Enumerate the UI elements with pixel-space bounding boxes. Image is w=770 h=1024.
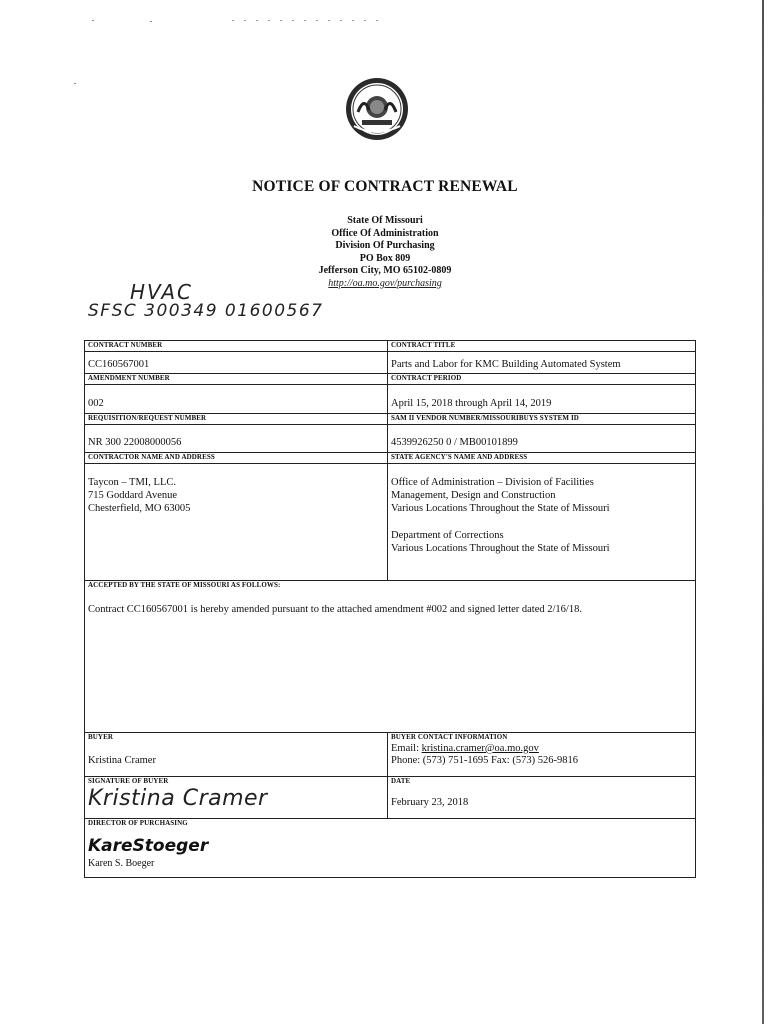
scan-speck	[74, 83, 76, 84]
form-row	[85, 581, 695, 733]
contractor-line: Chesterfield, MO 63005	[88, 503, 191, 514]
amendment-number-value: 002	[88, 398, 104, 409]
website-link[interactable]: http://oa.mo.gov/purchasing	[328, 277, 442, 289]
address-line: PO Box 809	[359, 252, 411, 264]
field-label: CONTRACT TITLE	[388, 341, 695, 352]
form-row	[85, 819, 695, 877]
date-value: February 23, 2018	[391, 797, 469, 808]
buyer-signature-cell	[85, 777, 388, 818]
address-line: Office Of Administration	[331, 227, 439, 239]
contract-title-value: Parts and Labor for KMC Building Automated System	[391, 359, 621, 370]
contractor-address	[88, 464, 384, 515]
scan-edge	[762, 0, 764, 1024]
field-label: AMENDMENT NUMBER	[85, 374, 387, 385]
buyer-contact-cell	[388, 733, 695, 776]
address-line: State Of Missouri	[347, 215, 423, 226]
buyer-name: Kristina Cramer	[88, 755, 156, 766]
requisition-cell	[85, 414, 388, 452]
handwritten-note-hvac: HVAC	[130, 280, 194, 304]
form-row	[85, 453, 695, 581]
amendment-number-cell	[85, 374, 388, 413]
contract-period-value: April 15, 2018 through April 14, 2019	[391, 398, 552, 409]
field-label: ACCEPTED BY THE STATE OF MISSOURI AS FOLLOWS:	[88, 581, 281, 589]
contract-form	[84, 340, 696, 878]
form-row	[85, 777, 695, 819]
field-label: SAM II VENDOR NUMBER/MISSOURIBUYS SYSTEM ID	[388, 414, 695, 425]
buyer-email-link[interactable]: kristina.cramer@oa.mo.gov	[421, 743, 539, 754]
field-label: CONTRACT PERIOD	[388, 374, 695, 385]
form-row	[85, 733, 695, 777]
buyer-phone: Phone: (573) 751-1695 Fax: (573) 526-9816	[391, 755, 578, 766]
agency-line: Office of Administration – Division of Facilities	[391, 477, 594, 488]
director-cell	[85, 819, 695, 877]
agency-line: Various Locations Throughout the State of Missouri	[391, 503, 610, 514]
accepted-text: Contract CC160567001 is hereby amended pursuant to the attached amendment #002 and signed letter dated 2/16/18.	[88, 604, 582, 615]
address-line: Jefferson City, MO 65102-0809	[318, 265, 452, 276]
contract-title-cell	[388, 341, 695, 373]
buyer-cell	[85, 733, 388, 776]
director-signature: KareStoeger	[88, 836, 209, 856]
requisition-value: NR 300 22008000056	[88, 437, 182, 448]
agency-line: Management, Design and Construction	[391, 490, 556, 501]
contractor-cell	[85, 453, 388, 580]
agency-address-2	[391, 515, 692, 555]
agency-cell	[388, 453, 695, 580]
form-row	[85, 374, 695, 414]
field-label: CONTRACT NUMBER	[85, 341, 387, 352]
contract-number-cell	[85, 341, 388, 373]
field-label: BUYER CONTACT INFORMATION	[391, 733, 508, 741]
field-label: CONTRACTOR NAME AND ADDRESS	[85, 453, 387, 464]
address-line: Division Of Purchasing	[335, 240, 435, 251]
issuer-address	[0, 215, 770, 290]
contractor-line: 715 Goddard Avenue	[88, 490, 178, 501]
field-label: STATE AGENCY'S NAME AND ADDRESS	[388, 453, 695, 464]
field-label: BUYER	[88, 733, 114, 741]
scan-speck	[232, 20, 382, 21]
document-title: NOTICE OF CONTRACT RENEWAL	[252, 178, 518, 195]
contractor-line: Taycon – TMI, LLC.	[88, 477, 177, 488]
agency-line: Department of Corrections	[391, 530, 504, 541]
agency-line: Various Locations Throughout the State of Missouri	[391, 543, 610, 554]
scan-speck	[150, 21, 152, 22]
email-label: Email:	[391, 743, 419, 754]
contract-period-cell	[388, 374, 695, 413]
contract-number-value: CC160567001	[88, 359, 150, 370]
field-label: REQUISITION/REQUEST NUMBER	[85, 414, 387, 425]
vendor-number-cell	[388, 414, 695, 452]
form-row	[85, 341, 695, 374]
accepted-cell	[85, 581, 695, 732]
field-label: SIGNATURE OF BUYER	[88, 777, 169, 785]
vendor-number-value: 4539926250 0 / MB00101899	[391, 437, 518, 448]
buyer-contact	[391, 743, 692, 767]
field-label: DIRECTOR OF PURCHASING	[88, 819, 188, 827]
state-seal-icon	[344, 76, 410, 142]
director-name: Karen S. Boeger	[88, 858, 155, 869]
agency-address-1	[391, 464, 692, 515]
handwritten-note-number: SFSC 300349 01600567	[88, 301, 324, 321]
date-cell	[388, 777, 695, 818]
field-label: DATE	[391, 777, 411, 785]
buyer-signature: Kristina Cramer	[88, 786, 268, 811]
scan-speck	[92, 20, 94, 21]
form-row	[85, 414, 695, 453]
